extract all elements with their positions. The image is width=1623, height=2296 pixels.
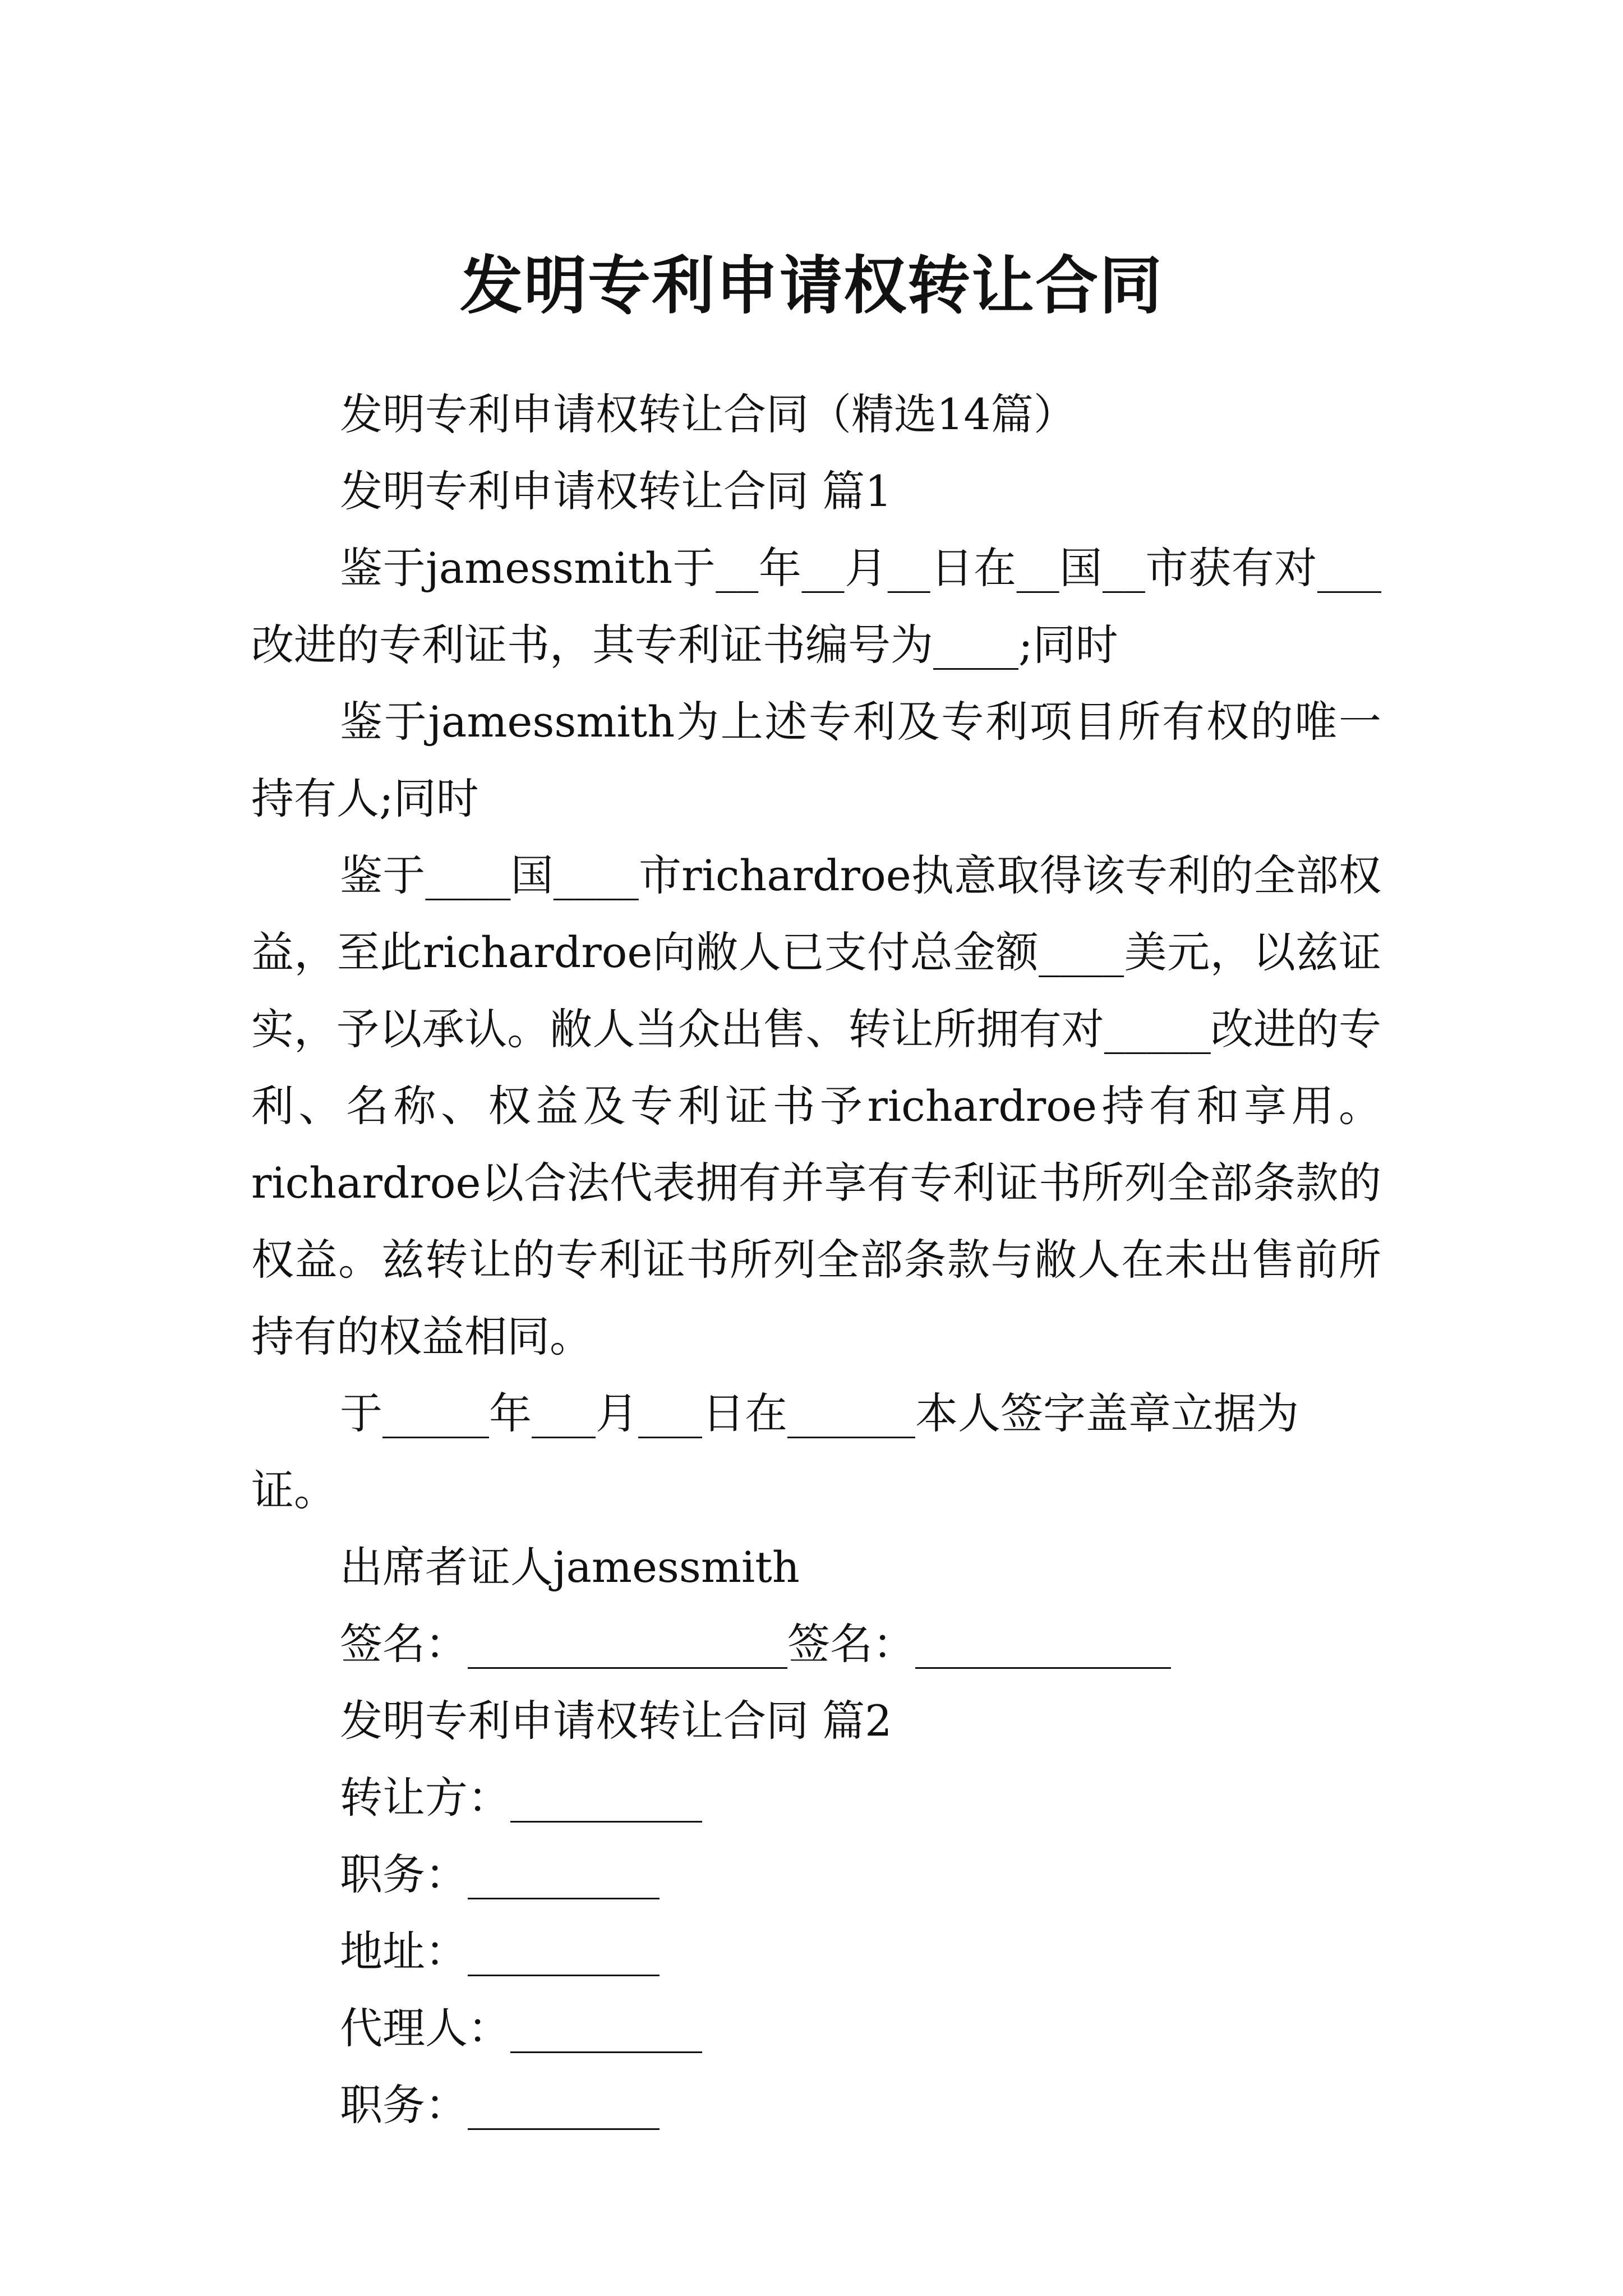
body-paragraph: 鉴于jamessmith为上述专利及专利项目所有权的唯一持有人;同时 — [251, 697, 1381, 823]
section-heading-1: 发明专利申请权转让合同 篇1 — [340, 466, 892, 516]
body-paragraph: 鉴于____国____市richardroe执意取得该专利的全部权益，至此richardroe向敝人已支付总金额____美元，以兹证实，予以承认。敝人当众出售、转让所拥有对_____改进的专利、名称、权益及专利证书予richardroe持有和享用。richardroe以合法代表拥有并享有专利证书所列全部条款的权益。兹转让的专利证书所列全部条款与敝人在未出售前所持有的权益相同。 — [251, 850, 1381, 1361]
form-field-agent: 代理人：_________ — [340, 2003, 702, 2053]
signature-line: 签名：_______________签名：____________ — [340, 1619, 1171, 1669]
form-field-address: 地址：_________ — [340, 1926, 660, 1976]
subtitle-paragraph: 发明专利申请权转让合同（精选14篇） — [340, 389, 1076, 439]
body-paragraph: 于_____年___月___日在______本人签字盖章立据为证。 — [251, 1388, 1299, 1515]
form-field-agent-position: 职务：_________ — [340, 2080, 660, 2130]
document-body — [251, 376, 1381, 2143]
witness-line: 出席者证人jamessmith — [340, 1542, 800, 1592]
section-heading-2: 发明专利申请权转让合同 篇2 — [340, 1696, 892, 1746]
body-paragraph: 鉴于jamessmith于__年__月__日在__国__市获有对___改进的专利证书，其专利证书编号为____;同时 — [251, 543, 1381, 670]
document-title: 发明专利申请权转让合同 — [460, 250, 1163, 323]
form-field-transferor: 转让方：_________ — [340, 1773, 702, 1823]
form-field-position: 职务：_________ — [340, 1849, 660, 1899]
